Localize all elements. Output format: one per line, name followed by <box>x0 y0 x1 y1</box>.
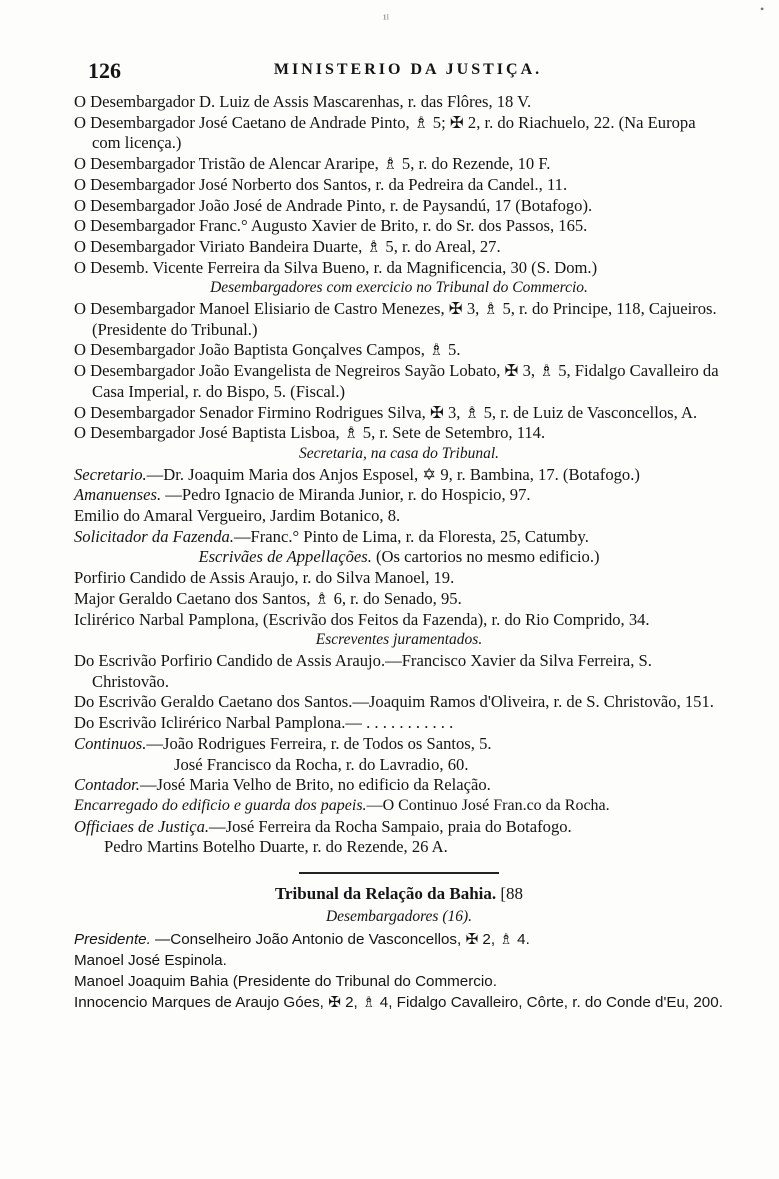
bahia-title-line <box>74 884 724 905</box>
entry: O Desembargador José Norberto dos Santos, r. da Pedreira da Candel., 11. <box>74 174 568 194</box>
amanuenses-label: Amanuenses. <box>74 485 162 505</box>
escrivao-entry: Major Geraldo Caetano dos Santos, ♗ 6, r. do Senado, 95. <box>74 588 462 608</box>
page-body <box>74 92 724 1013</box>
entry: O Desembargador João Evangelista de Negreiros Sayão Lobato, ✠ 3, ♗ 5, Fidalgo Cavalleiro da Casa Imperial, r. do Bispo, 5. (Fiscal.) <box>74 361 719 401</box>
escrivaes-note: (Os cartorios no mesmo edificio.) <box>376 547 600 567</box>
entry: O Desembargador João Baptista Gonçalves Campos, ♗ 5. <box>74 340 461 360</box>
secretario-text: —Dr. Joaquim Maria dos Anjos Esposel, ✡ 9, r. Bambina, 17. (Botafogo.) <box>146 464 640 484</box>
section-divider <box>299 872 499 874</box>
presidente-text: —Conselheiro João Antonio de Vasconcellos, ✠ 2, ♗ 4. <box>150 931 530 949</box>
continuos-text: —João Rodrigues Ferreira, r. de Todos os Santos, 5. <box>146 733 492 753</box>
bahia-subheading: Desembargadores (16). <box>325 907 473 925</box>
continuos-entry <box>74 734 724 755</box>
amanuenses-text: —Pedro Ignacio de Miranda Junior, r. do Hospicio, 97. <box>161 485 531 505</box>
entry: O Desembargador João José de Andrade Pinto, r. de Paysandú, 17 (Botafogo). <box>74 195 593 215</box>
entry: O Desembargador José Caetano de Andrade Pinto, ♗ 5; ✠ 2, r. do Riachuelo, 22. (Na Europa com licença.) <box>74 112 696 153</box>
corner-mark: • <box>760 2 765 16</box>
presidente-entry <box>74 930 724 951</box>
encarregado-label: Encarregado do edificio e guarda dos papeis. <box>74 796 367 814</box>
escrevente-entry: Do Escrivão Porfirio Candido de Assis Araujo.—Francisco Xavier da Silva Ferreira, S. Christovão. <box>74 650 652 691</box>
entry: O Desembargador Senador Firmino Rodrigues Silva, ✠ 3, ♗ 5, r. de Luiz de Vasconcellos, A. <box>74 402 698 422</box>
officiaes-label: Officiaes de Justiça. <box>74 816 210 836</box>
desembargadores-list <box>74 92 724 278</box>
officiaes-text: —José Ferreira da Rocha Sampaio, praia do Botafogo. <box>209 816 572 836</box>
amanuenses-entry <box>74 485 724 506</box>
escrivao-entry: Porfirio Candido de Assis Araujo, r. do Silva Manoel, 19. <box>74 568 455 588</box>
continuos-entry-2: José Francisco da Rocha, r. do Lavradio, 60. <box>174 754 469 774</box>
running-title: MINISTERIO DA JUSTIÇA. <box>273 61 543 78</box>
escrivaes-list <box>74 568 724 630</box>
escrevente-entry: Do Escrivão Iclirérico Narbal Pamplona.— . . . . . . . . . . . <box>74 713 454 733</box>
entry: O Desembargador José Baptista Lisboa, ♗ 5, r. Sete de Setembro, 114. <box>74 423 546 443</box>
bahia-title: Tribunal da Relação da Bahia. <box>274 884 497 904</box>
secretario-label: Secretario. <box>74 464 147 484</box>
entry: O Desembargador D. Luiz de Assis Mascarenhas, r. das Flôres, 18 V. <box>74 92 532 111</box>
entry: O Desembargador Tristão de Alencar Araripe, ♗ 5, r. do Rezende, 10 F. <box>74 154 551 174</box>
escrevente-entry: Do Escrivão Geraldo Caetano dos Santos.—Joaquim Ramos d'Oliveira, r. de S. Christovão, 151. <box>74 692 714 712</box>
heading-secretaria: Secretaria, na casa do Tribunal. <box>298 444 500 462</box>
heading-commercio: Desembargadores com exercicio no Tribunal do Commercio. <box>210 279 588 297</box>
bahia-member: Manoel Joaquim Bahia (Presidente do Tribunal do Commercio. <box>74 972 497 990</box>
presidente-label: Presidente. <box>74 931 151 949</box>
officiaes-entry <box>74 817 724 838</box>
escrivaes-heading: Escrivães de Appellações. <box>198 547 372 567</box>
continuos-label: Continuos. <box>74 733 147 753</box>
contador-text: —José Maria Velho de Brito, no edificio da Relação. <box>139 775 491 795</box>
officiaes-entry-2: Pedro Martins Botelho Duarte, r. do Rezende, 26 A. <box>104 837 448 857</box>
entry: O Desembargador Franc.° Augusto Xavier de Brito, r. do Sr. dos Passos, 165. <box>74 216 588 236</box>
page-number: 126 <box>88 58 121 83</box>
escrivao-entry: Iclirérico Narbal Pamplona, (Escrivão dos Feitos da Fazenda), r. do Rio Comprido, 34. <box>74 609 650 629</box>
top-mark: ¹ᴵ <box>383 12 389 26</box>
bahia-ref: [88 <box>500 884 524 904</box>
solicitador-text: —Franc.° Pinto de Lima, r. da Floresta, 25, Catumby. <box>233 526 589 546</box>
amanuenses-entry-2: Emilio do Amaral Vergueiro, Jardim Botanico, 8. <box>74 506 401 526</box>
encarregado-text: —O Continuo José Fran.co da Rocha. <box>366 796 610 814</box>
escrivaes-heading-line <box>74 547 724 568</box>
heading-escreventes: Escreventes juramentados. <box>315 631 483 649</box>
bahia-member: Innocencio Marques de Araujo Góes, ✠ 2, ♗ 4, Fidalgo Cavalleiro, Côrte, r. do Conde d'Eu, 200. <box>74 993 723 1011</box>
entry: O Desemb. Vicente Ferreira da Silva Bueno, r. da Magnificencia, 30 (S. Dom.) <box>74 257 598 277</box>
bahia-member: Manoel José Espinola. <box>74 952 227 970</box>
entry: O Desembargador Manoel Elisiario de Castro Menezes, ✠ 3, ♗ 5, r. do Principe, 118, Cajueiros. (Presidente do Tribunal.) <box>74 299 717 339</box>
bahia-list <box>74 930 724 1013</box>
encarregado-entry <box>74 796 724 817</box>
solicitador-label: Solicitador da Fazenda. <box>74 526 234 546</box>
contador-label: Contador. <box>74 775 140 795</box>
solicitador-entry <box>74 527 724 548</box>
secretario-entry <box>74 465 724 486</box>
contador-entry <box>74 775 724 796</box>
escreventes-list <box>74 651 724 734</box>
page-header <box>88 58 728 92</box>
entry: O Desembargador Viriato Bandeira Duarte, ♗ 5, r. do Areal, 27. <box>74 236 501 256</box>
commercio-list <box>74 299 724 444</box>
